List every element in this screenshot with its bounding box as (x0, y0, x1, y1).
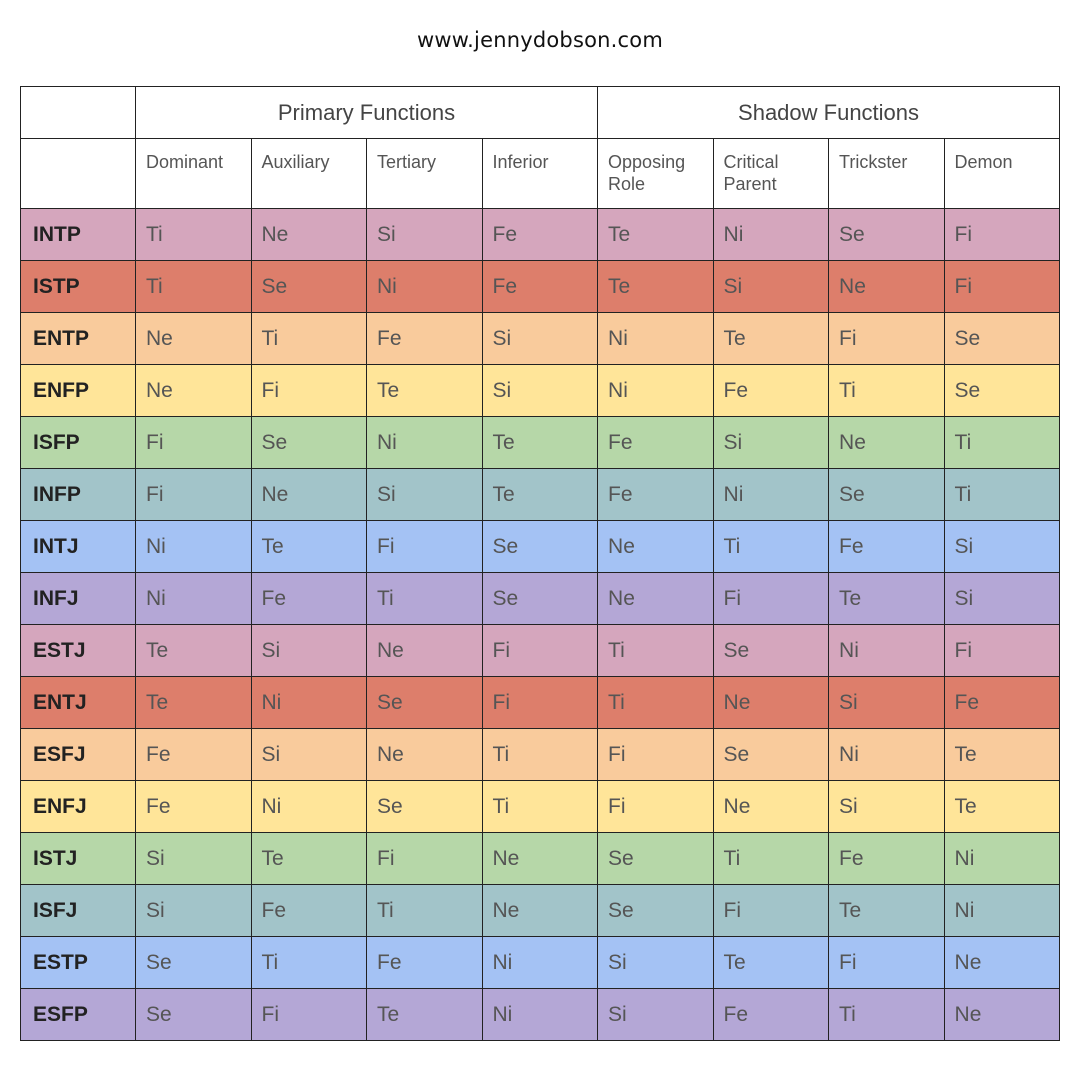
function-cell: Se (713, 729, 829, 781)
function-cell: Si (251, 625, 367, 677)
function-cell: Te (367, 365, 483, 417)
personality-type-cell: INFJ (21, 573, 136, 625)
function-cell: Si (136, 833, 252, 885)
function-cell: Fi (944, 261, 1060, 313)
column-header-label: Demon (954, 152, 1013, 172)
function-cell: Ni (829, 625, 945, 677)
function-cell: Ti (713, 833, 829, 885)
function-cell: Fi (944, 625, 1060, 677)
function-cell: Fe (713, 989, 829, 1041)
table-row (21, 937, 1060, 989)
function-cell: Ni (713, 209, 829, 261)
personality-type-cell: ENFJ (21, 781, 136, 833)
function-cell: Ti (251, 937, 367, 989)
function-cell: Ti (944, 417, 1060, 469)
function-cell: Ti (251, 313, 367, 365)
table-row (21, 521, 1060, 573)
function-cell: Se (944, 313, 1060, 365)
function-cell: Si (829, 781, 945, 833)
function-cell: Ne (713, 677, 829, 729)
column-header-label: Critical Parent (723, 152, 779, 194)
function-cell: Si (367, 469, 483, 521)
personality-type-cell: ENTJ (21, 677, 136, 729)
function-cell: Se (136, 989, 252, 1041)
function-cell: Fi (367, 521, 483, 573)
function-cell: Se (251, 261, 367, 313)
function-cell: Si (482, 365, 598, 417)
function-cell: Te (136, 677, 252, 729)
function-cell: Fi (598, 781, 714, 833)
function-cell: Ti (598, 625, 714, 677)
table-row (21, 677, 1060, 729)
column-header-label: Dominant (146, 152, 224, 172)
function-cell: Fi (367, 833, 483, 885)
function-cell: Ne (136, 365, 252, 417)
function-cell: Fi (482, 625, 598, 677)
column-header-cell (367, 139, 483, 209)
function-cell: Si (829, 677, 945, 729)
personality-type-cell: ENTP (21, 313, 136, 365)
function-cell: Ne (598, 573, 714, 625)
function-cell: Ni (713, 469, 829, 521)
column-header-cell (482, 139, 598, 209)
function-cell: Te (713, 313, 829, 365)
function-cell: Si (598, 989, 714, 1041)
function-cell: Ti (136, 261, 252, 313)
function-cell: Fi (829, 313, 945, 365)
function-cell: Te (367, 989, 483, 1041)
function-cell: Fi (829, 937, 945, 989)
personality-type-cell: INFP (21, 469, 136, 521)
function-cell: Ni (482, 989, 598, 1041)
function-cell: Si (944, 521, 1060, 573)
function-cell: Ti (367, 573, 483, 625)
function-cell: Si (598, 937, 714, 989)
function-cell: Fe (598, 469, 714, 521)
function-cell: Ni (598, 313, 714, 365)
function-cell: Te (482, 417, 598, 469)
column-header-label: Opposing Role (608, 152, 686, 194)
personality-type-cell: ENFP (21, 365, 136, 417)
function-cell: Ne (482, 833, 598, 885)
function-cell: Ti (598, 677, 714, 729)
function-cell: Fi (713, 573, 829, 625)
function-cell: Ni (482, 937, 598, 989)
function-cell: Fe (251, 573, 367, 625)
column-header-label: Tertiary (377, 152, 437, 172)
function-cell: Ti (944, 469, 1060, 521)
function-cell: Fe (251, 885, 367, 937)
function-cell: Si (713, 417, 829, 469)
table-row (21, 365, 1060, 417)
function-cell: Ni (367, 417, 483, 469)
function-cell: Se (829, 209, 945, 261)
personality-type-cell: ISFJ (21, 885, 136, 937)
function-cell: Ti (482, 781, 598, 833)
personality-type-cell: ESFJ (21, 729, 136, 781)
function-cell: Fe (367, 313, 483, 365)
personality-type-cell: ESTP (21, 937, 136, 989)
function-cell: Fi (598, 729, 714, 781)
function-cell: Se (251, 417, 367, 469)
function-cell: Fe (482, 209, 598, 261)
function-cell: Ni (944, 833, 1060, 885)
function-cell: Ni (136, 573, 252, 625)
personality-type-cell: ISFP (21, 417, 136, 469)
function-cell: Fi (944, 209, 1060, 261)
function-cell: Ne (713, 781, 829, 833)
column-header-cell (944, 139, 1060, 209)
function-cell: Fi (136, 469, 252, 521)
table-row (21, 469, 1060, 521)
function-cell: Te (251, 833, 367, 885)
function-cell: Te (136, 625, 252, 677)
personality-type-cell: INTJ (21, 521, 136, 573)
function-cell: Se (482, 521, 598, 573)
function-cell: Se (598, 833, 714, 885)
function-cell: Ne (251, 209, 367, 261)
function-cell: Fe (482, 261, 598, 313)
function-cell: Si (713, 261, 829, 313)
table-row (21, 417, 1060, 469)
corner-cell (21, 139, 136, 209)
corner-cell (21, 87, 136, 139)
function-cell: Fi (251, 365, 367, 417)
function-cell: Fi (482, 677, 598, 729)
function-cell: Si (251, 729, 367, 781)
function-cell: Si (367, 209, 483, 261)
function-cell: Te (829, 573, 945, 625)
function-cell: Ne (944, 937, 1060, 989)
personality-type-cell: ESFP (21, 989, 136, 1041)
personality-type-cell: ISTJ (21, 833, 136, 885)
function-cell: Ni (367, 261, 483, 313)
column-header-label: Auxiliary (261, 152, 330, 172)
function-cell: Te (713, 937, 829, 989)
function-cell: Fe (367, 937, 483, 989)
function-cell: Ti (136, 209, 252, 261)
function-cell: Ne (598, 521, 714, 573)
functions-table-wrapper (20, 86, 1060, 1041)
function-cell: Ne (251, 469, 367, 521)
table-row (21, 261, 1060, 313)
function-cell: Si (482, 313, 598, 365)
function-cell: Te (482, 469, 598, 521)
group-header-shadow: Shadow Functions (598, 87, 1060, 139)
cognitive-functions-table (20, 86, 1060, 1041)
function-cell: Fe (598, 417, 714, 469)
function-cell: Ti (367, 885, 483, 937)
function-cell: Se (944, 365, 1060, 417)
column-header-cell (829, 139, 945, 209)
column-header-cell (598, 139, 714, 209)
function-cell: Ni (136, 521, 252, 573)
function-cell: Te (944, 729, 1060, 781)
column-header-cell (713, 139, 829, 209)
personality-type-cell: ESTJ (21, 625, 136, 677)
personality-type-cell: INTP (21, 209, 136, 261)
site-url: www.jennydobson.com (416, 28, 663, 52)
function-cell: Se (367, 677, 483, 729)
function-cell: Se (829, 469, 945, 521)
function-cell: Fe (713, 365, 829, 417)
function-cell: Si (944, 573, 1060, 625)
function-cell: Te (598, 209, 714, 261)
table-row (21, 625, 1060, 677)
function-cell: Fi (136, 417, 252, 469)
function-cell: Ni (251, 677, 367, 729)
function-cell: Se (598, 885, 714, 937)
table-row (21, 833, 1060, 885)
function-cell: Ne (829, 261, 945, 313)
column-header-cell (136, 139, 252, 209)
column-header-label: Trickster (839, 152, 908, 172)
function-cell: Ti (482, 729, 598, 781)
group-header-primary: Primary Functions (136, 87, 598, 139)
function-cell: Ni (598, 365, 714, 417)
column-header-cell (251, 139, 367, 209)
table-row (21, 573, 1060, 625)
function-cell: Se (713, 625, 829, 677)
function-cell: Ni (829, 729, 945, 781)
function-cell: Ne (482, 885, 598, 937)
personality-type-cell: ISTP (21, 261, 136, 313)
function-cell: Ti (829, 365, 945, 417)
column-header-label: Inferior (492, 152, 549, 172)
function-cell: Fi (713, 885, 829, 937)
function-cell: Ne (367, 625, 483, 677)
function-cell: Te (598, 261, 714, 313)
function-cell: Ne (944, 989, 1060, 1041)
function-cell: Se (482, 573, 598, 625)
table-row (21, 989, 1060, 1041)
function-cell: Fi (251, 989, 367, 1041)
function-cell: Te (944, 781, 1060, 833)
function-cell: Ti (713, 521, 829, 573)
function-cell: Fe (136, 781, 252, 833)
function-cell: Fe (829, 833, 945, 885)
function-cell: Ni (251, 781, 367, 833)
function-cell: Fe (829, 521, 945, 573)
function-cell: Ni (944, 885, 1060, 937)
function-cell: Te (829, 885, 945, 937)
group-header-row (21, 87, 1060, 139)
function-cell: Se (367, 781, 483, 833)
column-header-row (21, 139, 1060, 209)
table-row (21, 729, 1060, 781)
function-cell: Si (136, 885, 252, 937)
table-row (21, 313, 1060, 365)
table-row (21, 885, 1060, 937)
function-cell: Se (136, 937, 252, 989)
table-row (21, 209, 1060, 261)
function-cell: Fe (944, 677, 1060, 729)
function-cell: Ne (136, 313, 252, 365)
function-cell: Te (251, 521, 367, 573)
function-cell: Ne (829, 417, 945, 469)
function-cell: Fe (136, 729, 252, 781)
function-cell: Ti (829, 989, 945, 1041)
table-row (21, 781, 1060, 833)
function-cell: Ne (367, 729, 483, 781)
